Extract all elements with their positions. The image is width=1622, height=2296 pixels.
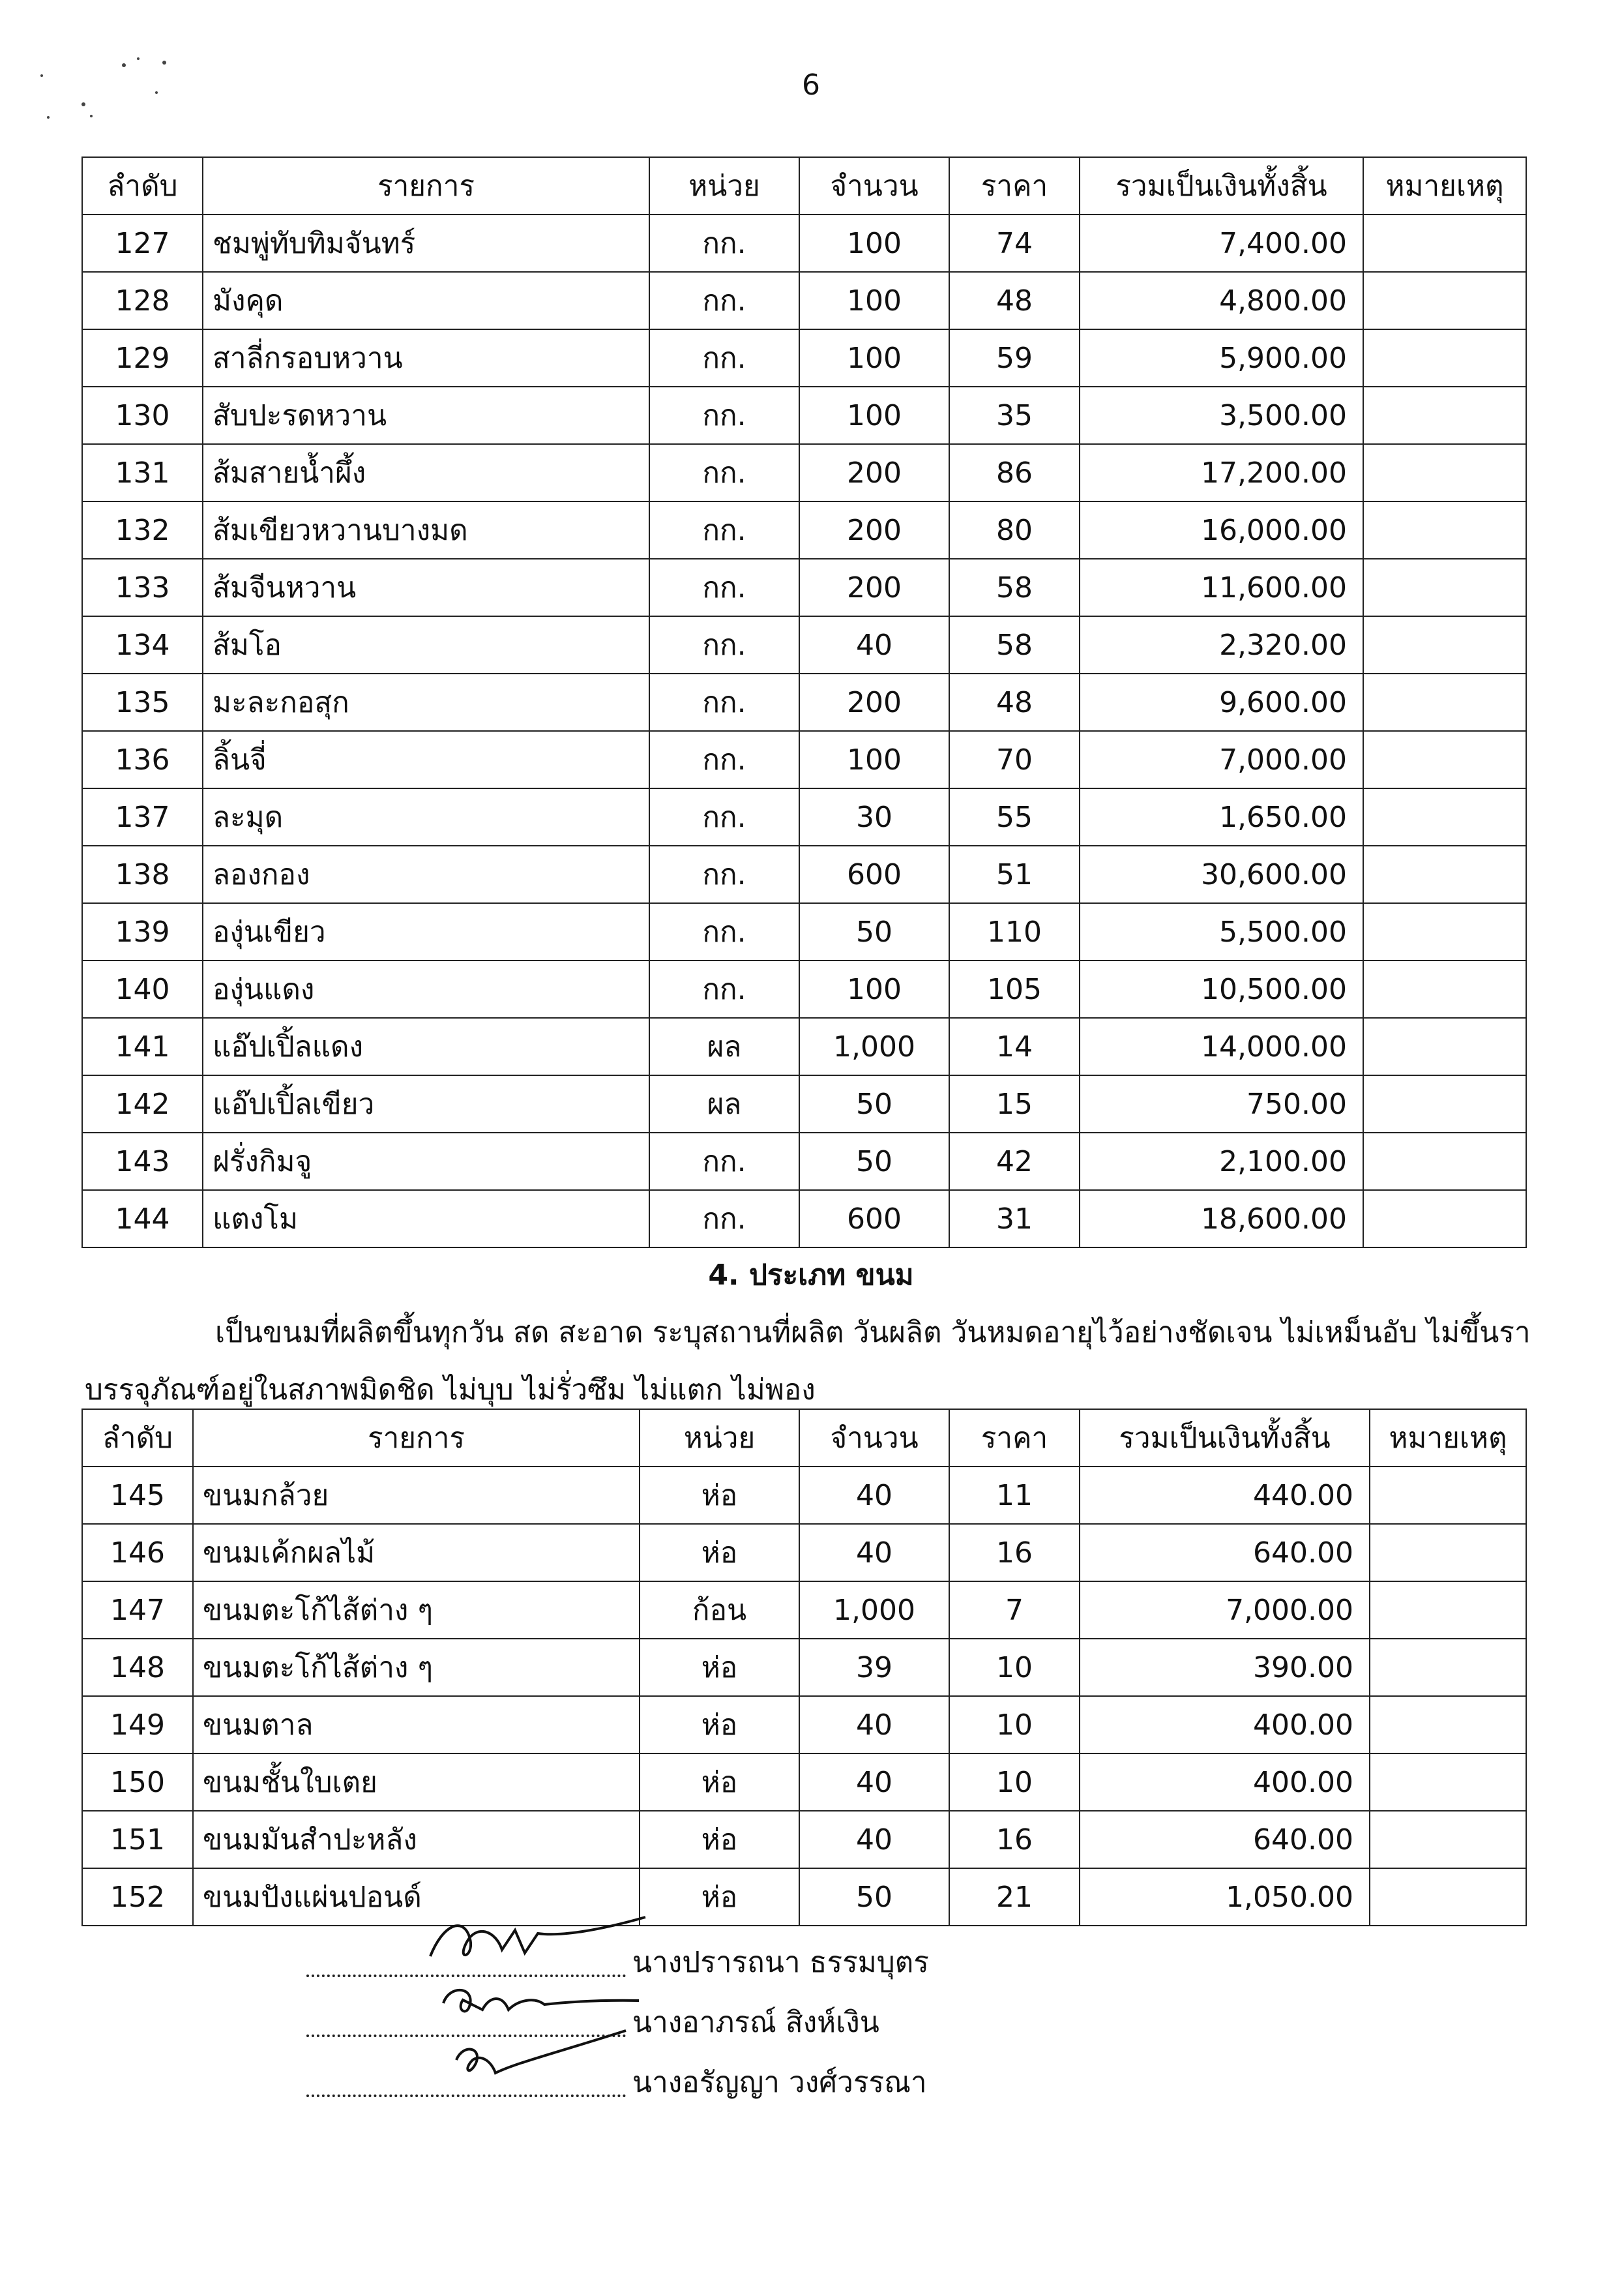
item-name: ลองกอง bbox=[203, 846, 649, 903]
remark bbox=[1363, 616, 1526, 674]
table-row bbox=[82, 1075, 1526, 1133]
remark bbox=[1363, 387, 1526, 444]
unit-price: 42 bbox=[949, 1133, 1080, 1190]
row-number: 137 bbox=[82, 788, 203, 846]
item-name: แอ๊ปเปิ้ลแดง bbox=[203, 1018, 649, 1075]
line-total: 9,600.00 bbox=[1080, 674, 1363, 731]
item-name: ขนมมันสำปะหลัง bbox=[193, 1811, 640, 1868]
unit: กก. bbox=[649, 903, 799, 961]
remark bbox=[1363, 559, 1526, 616]
unit-price: 105 bbox=[949, 961, 1080, 1018]
item-name: ส้มเขียวหวานบางมด bbox=[203, 501, 649, 559]
row-number: 151 bbox=[82, 1811, 193, 1868]
quantity: 39 bbox=[799, 1639, 949, 1696]
remark bbox=[1370, 1639, 1526, 1696]
item-name: ขนมเค้กผลไม้ bbox=[193, 1524, 640, 1581]
unit-price: 10 bbox=[949, 1696, 1080, 1753]
row-number: 136 bbox=[82, 731, 203, 788]
header-unit: หน่วย bbox=[649, 157, 799, 215]
table-row bbox=[82, 329, 1526, 387]
unit: กก. bbox=[649, 846, 799, 903]
fruit-price-table bbox=[81, 157, 1527, 1248]
unit-price: 59 bbox=[949, 329, 1080, 387]
page-number: 6 bbox=[802, 68, 820, 102]
header-qty: จำนวน bbox=[799, 1409, 949, 1467]
item-name: ขนมตาล bbox=[193, 1696, 640, 1753]
quantity: 100 bbox=[799, 329, 949, 387]
line-total: 3,500.00 bbox=[1080, 387, 1363, 444]
unit: กก. bbox=[649, 731, 799, 788]
row-number: 135 bbox=[82, 674, 203, 731]
unit-price: 55 bbox=[949, 788, 1080, 846]
table-header-row bbox=[82, 1409, 1526, 1467]
header-total: รวมเป็นเงินทั้งสิ้น bbox=[1080, 157, 1363, 215]
unit-price: 16 bbox=[949, 1524, 1080, 1581]
unit-price: 86 bbox=[949, 444, 1080, 501]
row-number: 149 bbox=[82, 1696, 193, 1753]
header-qty: จำนวน bbox=[799, 157, 949, 215]
item-name: ฝรั่งกิมจู bbox=[203, 1133, 649, 1190]
signature-line-3 bbox=[306, 2068, 626, 2097]
line-total: 400.00 bbox=[1080, 1753, 1370, 1811]
row-number: 147 bbox=[82, 1581, 193, 1639]
quantity: 600 bbox=[799, 1190, 949, 1247]
header-unit: หน่วย bbox=[640, 1409, 799, 1467]
table-row bbox=[82, 1524, 1526, 1581]
unit: ห่อ bbox=[640, 1639, 799, 1696]
unit: ห่อ bbox=[640, 1467, 799, 1524]
item-name: แอ๊ปเปิ้ลเขียว bbox=[203, 1075, 649, 1133]
quantity: 200 bbox=[799, 674, 949, 731]
line-total: 2,320.00 bbox=[1080, 616, 1363, 674]
row-number: 146 bbox=[82, 1524, 193, 1581]
line-total: 17,200.00 bbox=[1080, 444, 1363, 501]
dessert-table-body bbox=[82, 1467, 1526, 1926]
table-row bbox=[82, 444, 1526, 501]
table-row bbox=[82, 903, 1526, 961]
line-total: 1,050.00 bbox=[1080, 1868, 1370, 1926]
quantity: 40 bbox=[799, 616, 949, 674]
remark bbox=[1363, 1190, 1526, 1247]
row-number: 132 bbox=[82, 501, 203, 559]
signatory-name-1: นางปรารถนา ธรรมบุตร bbox=[632, 1946, 929, 1979]
row-number: 127 bbox=[82, 215, 203, 272]
remark bbox=[1363, 674, 1526, 731]
quantity: 1,000 bbox=[799, 1581, 949, 1639]
quantity: 100 bbox=[799, 387, 949, 444]
section-description bbox=[85, 1304, 1532, 1419]
remark bbox=[1370, 1696, 1526, 1753]
unit: กก. bbox=[649, 1133, 799, 1190]
line-total: 30,600.00 bbox=[1080, 846, 1363, 903]
remark bbox=[1363, 731, 1526, 788]
line-total: 11,600.00 bbox=[1080, 559, 1363, 616]
quantity: 100 bbox=[799, 215, 949, 272]
remark bbox=[1363, 846, 1526, 903]
unit-price: 11 bbox=[949, 1467, 1080, 1524]
remark bbox=[1370, 1868, 1526, 1926]
line-total: 18,600.00 bbox=[1080, 1190, 1363, 1247]
unit: ผล bbox=[649, 1018, 799, 1075]
unit: กก. bbox=[649, 961, 799, 1018]
table-row bbox=[82, 272, 1526, 329]
table-row bbox=[82, 1467, 1526, 1524]
line-total: 7,000.00 bbox=[1080, 1581, 1370, 1639]
quantity: 40 bbox=[799, 1696, 949, 1753]
line-total: 640.00 bbox=[1080, 1811, 1370, 1868]
header-item: รายการ bbox=[193, 1409, 640, 1467]
remark bbox=[1363, 788, 1526, 846]
table-row bbox=[82, 559, 1526, 616]
unit: กก. bbox=[649, 215, 799, 272]
row-number: 141 bbox=[82, 1018, 203, 1075]
remark bbox=[1363, 1075, 1526, 1133]
row-number: 134 bbox=[82, 616, 203, 674]
table-row bbox=[82, 674, 1526, 731]
table-row bbox=[82, 1753, 1526, 1811]
unit-price: 16 bbox=[949, 1811, 1080, 1868]
unit-price: 48 bbox=[949, 272, 1080, 329]
signature-row-3 bbox=[306, 2050, 1349, 2110]
row-number: 152 bbox=[82, 1868, 193, 1926]
line-total: 750.00 bbox=[1080, 1075, 1363, 1133]
line-total: 4,800.00 bbox=[1080, 272, 1363, 329]
item-name: องุ่นเขียว bbox=[203, 903, 649, 961]
unit: กก. bbox=[649, 559, 799, 616]
unit-price: 14 bbox=[949, 1018, 1080, 1075]
remark bbox=[1370, 1811, 1526, 1868]
description-line-2: บรรจุภัณฑ์อยู่ในสภาพมิดชิด ไม่บุบ ไม่รั่วซึม ไม่แตก ไม่พอง bbox=[85, 1373, 816, 1407]
unit-price: 15 bbox=[949, 1075, 1080, 1133]
quantity: 1,000 bbox=[799, 1018, 949, 1075]
unit: ห่อ bbox=[640, 1753, 799, 1811]
line-total: 10,500.00 bbox=[1080, 961, 1363, 1018]
quantity: 50 bbox=[799, 903, 949, 961]
unit-price: 110 bbox=[949, 903, 1080, 961]
quantity: 40 bbox=[799, 1467, 949, 1524]
signatory-name-2: นางอาภรณ์ สิงห์เงิน bbox=[632, 2006, 879, 2039]
table-row bbox=[82, 1190, 1526, 1247]
table-row bbox=[82, 1018, 1526, 1075]
header-remark: หมายเหตุ bbox=[1370, 1409, 1526, 1467]
table-row bbox=[82, 846, 1526, 903]
header-total: รวมเป็นเงินทั้งสิ้น bbox=[1080, 1409, 1370, 1467]
remark bbox=[1363, 329, 1526, 387]
signature-block bbox=[306, 1930, 1349, 2110]
remark bbox=[1363, 215, 1526, 272]
unit-price: 10 bbox=[949, 1753, 1080, 1811]
unit: ห่อ bbox=[640, 1524, 799, 1581]
item-name: มังคุด bbox=[203, 272, 649, 329]
remark bbox=[1363, 903, 1526, 961]
line-total: 640.00 bbox=[1080, 1524, 1370, 1581]
item-name: ขนมกล้วย bbox=[193, 1467, 640, 1524]
table-row bbox=[82, 501, 1526, 559]
row-number: 143 bbox=[82, 1133, 203, 1190]
table-row bbox=[82, 387, 1526, 444]
quantity: 200 bbox=[799, 559, 949, 616]
item-name: ลิ้นจี่ bbox=[203, 731, 649, 788]
remark bbox=[1363, 501, 1526, 559]
item-name: องุ่นแดง bbox=[203, 961, 649, 1018]
unit-price: 21 bbox=[949, 1868, 1080, 1926]
quantity: 50 bbox=[799, 1075, 949, 1133]
row-number: 148 bbox=[82, 1639, 193, 1696]
item-name: แตงโม bbox=[203, 1190, 649, 1247]
quantity: 200 bbox=[799, 501, 949, 559]
header-remark: หมายเหตุ bbox=[1363, 157, 1526, 215]
line-total: 16,000.00 bbox=[1080, 501, 1363, 559]
header-item: รายการ bbox=[203, 157, 649, 215]
row-number: 145 bbox=[82, 1467, 193, 1524]
quantity: 100 bbox=[799, 961, 949, 1018]
unit-price: 7 bbox=[949, 1581, 1080, 1639]
unit: ห่อ bbox=[640, 1696, 799, 1753]
line-total: 5,900.00 bbox=[1080, 329, 1363, 387]
item-name: สาลี่กรอบหวาน bbox=[203, 329, 649, 387]
remark bbox=[1363, 444, 1526, 501]
unit: ห่อ bbox=[640, 1811, 799, 1868]
table-header-row bbox=[82, 157, 1526, 215]
quantity: 50 bbox=[799, 1133, 949, 1190]
row-number: 128 bbox=[82, 272, 203, 329]
unit-price: 74 bbox=[949, 215, 1080, 272]
unit-price: 48 bbox=[949, 674, 1080, 731]
item-name: ชมพู่ทับทิมจันทร์ bbox=[203, 215, 649, 272]
line-total: 2,100.00 bbox=[1080, 1133, 1363, 1190]
item-name: สับปะรดหวาน bbox=[203, 387, 649, 444]
item-name: ขนมตะโก้ไส้ต่าง ๆ bbox=[193, 1639, 640, 1696]
unit-price: 51 bbox=[949, 846, 1080, 903]
row-number: 138 bbox=[82, 846, 203, 903]
remark bbox=[1363, 272, 1526, 329]
unit: ก้อน bbox=[640, 1581, 799, 1639]
table-row bbox=[82, 1696, 1526, 1753]
unit: ห่อ bbox=[640, 1868, 799, 1926]
remark bbox=[1363, 961, 1526, 1018]
line-total: 400.00 bbox=[1080, 1696, 1370, 1753]
header-no: ลำดับ bbox=[82, 1409, 193, 1467]
unit-price: 35 bbox=[949, 387, 1080, 444]
signatory-name-3: นางอรัญญา วงศ์วรรณา bbox=[632, 2066, 927, 2099]
unit: กก. bbox=[649, 387, 799, 444]
quantity: 40 bbox=[799, 1524, 949, 1581]
row-number: 133 bbox=[82, 559, 203, 616]
header-price: ราคา bbox=[949, 157, 1080, 215]
quantity: 600 bbox=[799, 846, 949, 903]
quantity: 100 bbox=[799, 731, 949, 788]
item-name: ขนมชั้นใบเตย bbox=[193, 1753, 640, 1811]
unit: กก. bbox=[649, 444, 799, 501]
unit: ผล bbox=[649, 1075, 799, 1133]
unit-price: 10 bbox=[949, 1639, 1080, 1696]
table-row bbox=[82, 1133, 1526, 1190]
line-total: 7,000.00 bbox=[1080, 731, 1363, 788]
dessert-price-table bbox=[81, 1409, 1527, 1926]
description-line-1: เป็นขนมที่ผลิตขึ้นทุกวัน สด สะอาด ระบุสถานที่ผลิต วันผลิต วันหมดอายุไว้อย่างชัดเจน ไม่เหม็นอับ ไม่ขึ้นรา bbox=[215, 1316, 1531, 1349]
item-name: ส้มจีนหวาน bbox=[203, 559, 649, 616]
remark bbox=[1370, 1467, 1526, 1524]
unit-price: 31 bbox=[949, 1190, 1080, 1247]
item-name: ส้มโอ bbox=[203, 616, 649, 674]
unit: กก. bbox=[649, 501, 799, 559]
item-name: ขนมปังแผ่นปอนด์ bbox=[193, 1868, 640, 1926]
quantity: 30 bbox=[799, 788, 949, 846]
item-name: ส้มสายน้ำผึ้ง bbox=[203, 444, 649, 501]
line-total: 14,000.00 bbox=[1080, 1018, 1363, 1075]
table-row bbox=[82, 1639, 1526, 1696]
line-total: 390.00 bbox=[1080, 1639, 1370, 1696]
row-number: 150 bbox=[82, 1753, 193, 1811]
header-price: ราคา bbox=[949, 1409, 1080, 1467]
line-total: 1,650.00 bbox=[1080, 788, 1363, 846]
table-row bbox=[82, 1581, 1526, 1639]
row-number: 142 bbox=[82, 1075, 203, 1133]
unit: กก. bbox=[649, 272, 799, 329]
unit-price: 58 bbox=[949, 616, 1080, 674]
line-total: 7,400.00 bbox=[1080, 215, 1363, 272]
remark bbox=[1363, 1018, 1526, 1075]
table-row bbox=[82, 961, 1526, 1018]
remark bbox=[1370, 1753, 1526, 1811]
unit-price: 58 bbox=[949, 559, 1080, 616]
unit: กก. bbox=[649, 1190, 799, 1247]
table-row bbox=[82, 1811, 1526, 1868]
table-row bbox=[82, 616, 1526, 674]
row-number: 139 bbox=[82, 903, 203, 961]
unit: กก. bbox=[649, 616, 799, 674]
remark bbox=[1370, 1524, 1526, 1581]
quantity: 50 bbox=[799, 1868, 949, 1926]
unit-price: 70 bbox=[949, 731, 1080, 788]
quantity: 40 bbox=[799, 1753, 949, 1811]
item-name: ขนมตะโก้ไส้ต่าง ๆ bbox=[193, 1581, 640, 1639]
unit: กก. bbox=[649, 329, 799, 387]
table-row bbox=[82, 1868, 1526, 1926]
remark bbox=[1370, 1581, 1526, 1639]
line-total: 440.00 bbox=[1080, 1467, 1370, 1524]
table-row bbox=[82, 788, 1526, 846]
row-number: 144 bbox=[82, 1190, 203, 1247]
remark bbox=[1363, 1133, 1526, 1190]
table-row bbox=[82, 215, 1526, 272]
unit: กก. bbox=[649, 788, 799, 846]
row-number: 130 bbox=[82, 387, 203, 444]
fruit-table-body bbox=[82, 215, 1526, 1247]
item-name: มะละกอสุก bbox=[203, 674, 649, 731]
row-number: 131 bbox=[82, 444, 203, 501]
row-number: 129 bbox=[82, 329, 203, 387]
unit: กก. bbox=[649, 674, 799, 731]
line-total: 5,500.00 bbox=[1080, 903, 1363, 961]
quantity: 200 bbox=[799, 444, 949, 501]
header-no: ลำดับ bbox=[82, 157, 203, 215]
unit-price: 80 bbox=[949, 501, 1080, 559]
item-name: ละมุด bbox=[203, 788, 649, 846]
quantity: 40 bbox=[799, 1811, 949, 1868]
section-title: 4. ประเภท ขนม bbox=[708, 1259, 914, 1292]
table-row bbox=[82, 731, 1526, 788]
quantity: 100 bbox=[799, 272, 949, 329]
row-number: 140 bbox=[82, 961, 203, 1018]
